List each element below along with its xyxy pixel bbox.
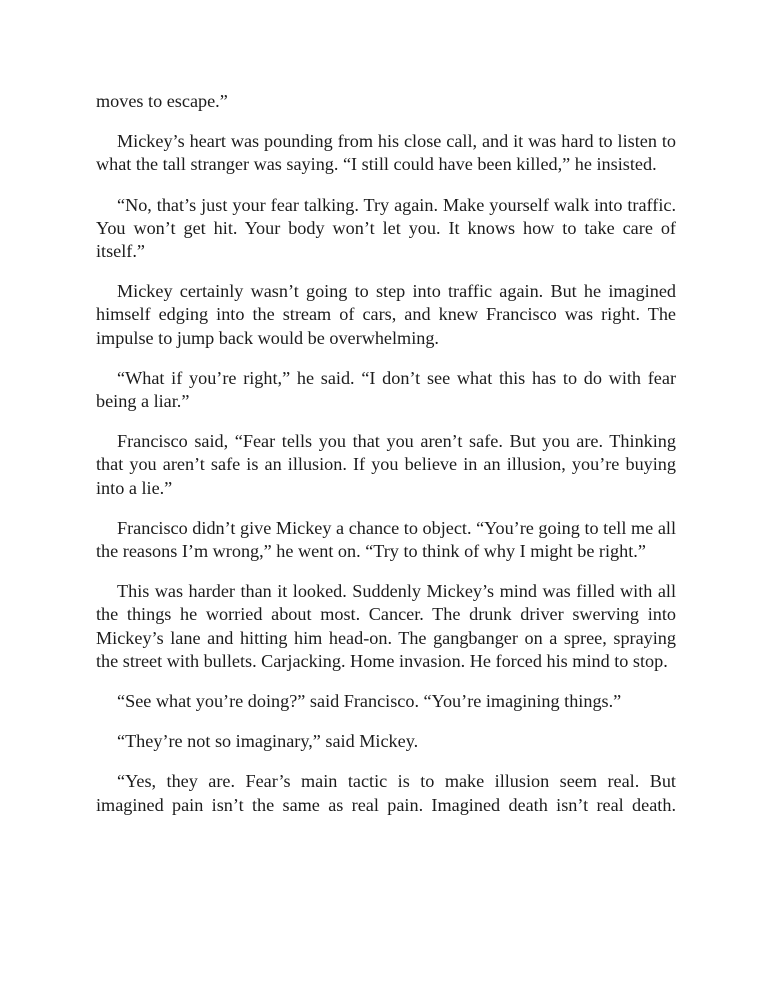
paragraph-9: “See what you’re doing?” said Francisco. “You’re imagining things.” [117,691,622,712]
paragraph-2: Mickey’s heart was pounding from his close call, and it was hard to listen to what the tall stranger was saying. “I still could have been killed,” he insisted. [96,131,676,175]
paragraph-7: Francisco didn’t give Mickey a chance to object. “You’re going to tell me all the reasons I’m wrong,” he went on. “Try to think of why I might be right.” [96,517,676,562]
paragraph-11: “Yes, they are. Fear’s main tactic is to make illusion seem real. But imagined pain isn’t the same as real pain. Imagined death isn’t real death. [96,771,676,815]
paragraph-6: Francisco said, “Fear tells you that you aren’t safe. But you are. Thinking that you aren’t safe is an illusion. If you believe in an illusion, you’re buying into a lie.” [96,431,676,498]
paragraph-5: “What if you’re right,” he said. “I don’t see what this has to do with fear being a liar.” [96,367,676,412]
paragraph-4: Mickey certainly wasn’t going to step into traffic again. But he imagined himself edging into the stream of cars, and knew Francisco was right. The impulse to jump back would be overwhelming. [96,281,676,348]
paragraph-10: “They’re not so imaginary,” said Mickey. [117,731,419,752]
page-body [96,90,676,817]
paragraph-1: moves to escape.” [96,91,228,111]
paragraph-8: This was harder than it looked. Suddenly Mickey’s mind was filled with all the things he worried about most. Cancer. The drunk driver swerving into Mickey’s lane and hitting him head-on. The gangbanger on a spree, spraying the street with bullets. Carjacking. Home invasion. He forced his mind to stop. [96,581,676,671]
paragraph-3: “No, that’s just your fear talking. Try again. Make yourself walk into traffic. You won’t get hit. Your body won’t let you. It knows how to take care of itself.” [96,194,676,262]
